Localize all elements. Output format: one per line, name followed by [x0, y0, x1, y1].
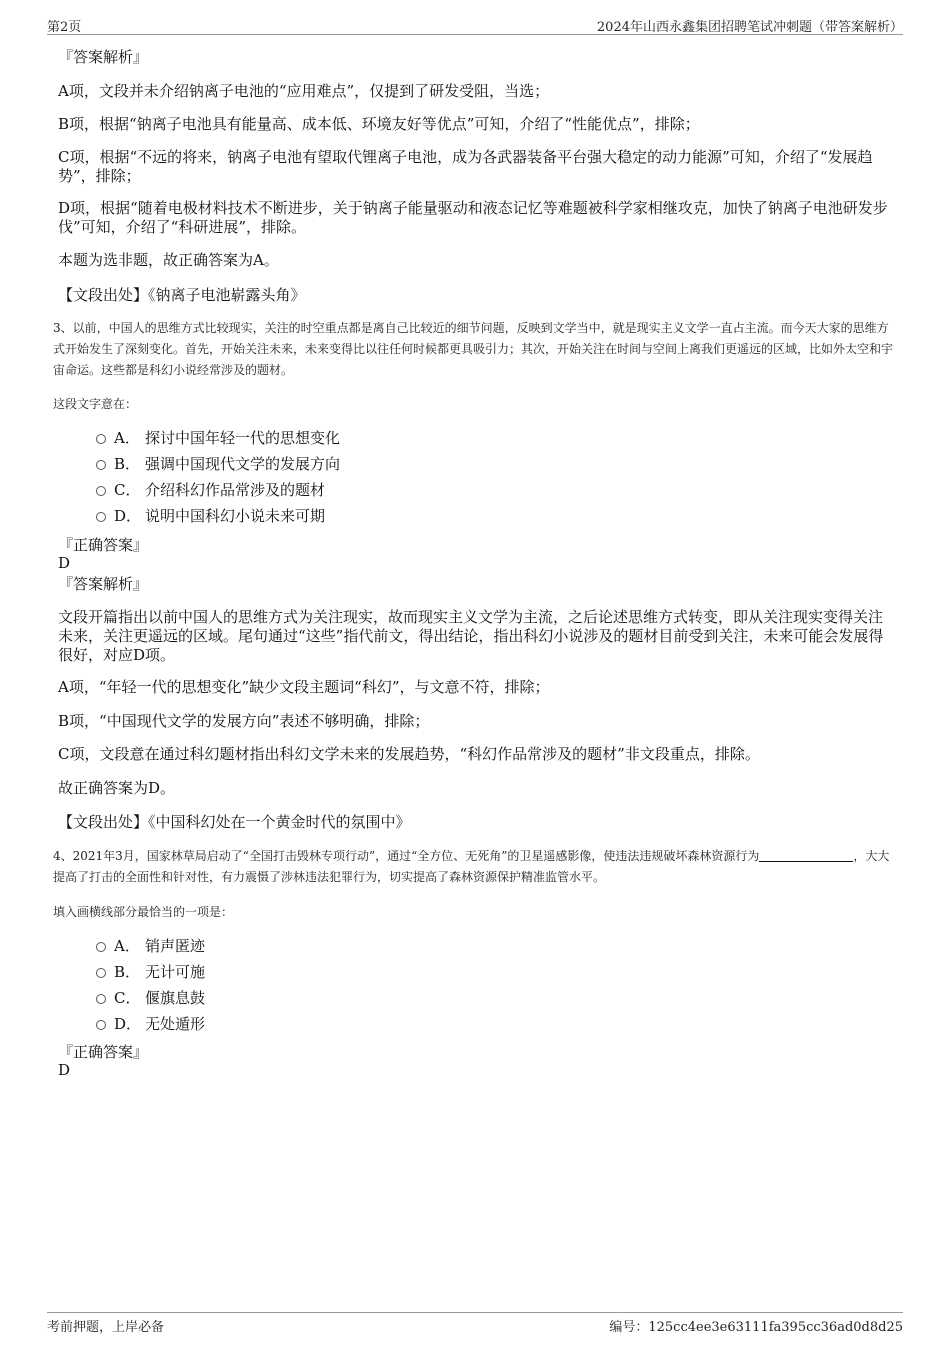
- question-3-prompt: 这段文字意在：: [53, 397, 138, 411]
- radio-icon[interactable]: [96, 968, 106, 978]
- source-citation: 【文段出处】《钠离子电池崭露头角》: [58, 286, 306, 304]
- document-id: 编号：125cc4ee3e63111fa395cc36ad0d8d25: [609, 1320, 903, 1335]
- question-4-prompt: 填入画横线部分最恰当的一项是：: [53, 905, 234, 919]
- page-number: 第2页: [47, 20, 82, 35]
- option-d[interactable]: D． 说明中国科幻小说未来可期: [96, 507, 325, 526]
- analysis-heading: 『答案解析』: [58, 48, 149, 66]
- source-citation: 【文段出处】《中国科幻处在一个黄金时代的氛围中》: [58, 813, 411, 831]
- analysis-heading: 『答案解析』: [58, 575, 149, 593]
- page-footer: [47, 1312, 903, 1333]
- radio-icon[interactable]: [96, 942, 106, 952]
- question-4-text: 4、2021年3月，国家林草局启动了“全国打击毁林专项行动”，通过“全方位、无死角”的卫星遥感影像，使违法违规破坏森林资源行为 ，大大提高了打击的全面性和针对性，有力震慑了涉林违法犯罪行为，切实提高了森林资源保护精准监管水平。: [53, 849, 890, 884]
- radio-icon[interactable]: [96, 434, 106, 444]
- correct-answer-heading: 『正确答案』: [58, 536, 149, 554]
- option-c[interactable]: C． 介绍科幻作品常涉及的题材: [96, 481, 325, 500]
- analysis-conclusion: 故正确答案为D。: [58, 779, 176, 797]
- correct-answer: D: [58, 554, 71, 572]
- radio-icon[interactable]: [96, 994, 106, 1004]
- radio-icon[interactable]: [96, 512, 106, 522]
- option-d[interactable]: D． 无处遁形: [96, 1015, 205, 1034]
- page-header: [47, 16, 903, 35]
- radio-icon[interactable]: [96, 486, 106, 496]
- option-a[interactable]: A． 销声匿迹: [96, 937, 205, 956]
- radio-icon[interactable]: [96, 1020, 106, 1030]
- correct-answer: D: [58, 1061, 71, 1079]
- analysis-body: 文段开篇指出以前中国人的思维方式为关注现实，故而现实主义文学为主流，之后论述思维方式转变，即从关注现实变得关注未来，关注更遥远的区域。尾句通过“这些”指代前文，得出结论，指出科幻小说涉及的题材目前受到关注，未来可能会发展得很好，对应D项。: [58, 608, 884, 664]
- analysis-conclusion: 本题为选非题，故正确答案为A。: [58, 251, 279, 269]
- analysis-option-b: B项，根据“钠离子电池具有能量高、成本低、环境友好等优点”可知，介绍了“性能优点”，排除；: [58, 115, 700, 133]
- fill-blank: [759, 849, 853, 862]
- analysis-option-c: C项，根据“不远的将来，钠离子电池有望取代锂离子电池，成为各武器装备平台强大稳定的动力能源”可知，介绍了“发展趋势”，排除；: [58, 148, 873, 185]
- document-title: 2024年山西永鑫集团招聘笔试冲刺题（带答案解析）: [596, 20, 903, 35]
- analysis-option-b: B项，“中国现代文学的发展方向”表述不够明确，排除；: [58, 712, 430, 730]
- analysis-option-a: A项，文段并未介绍钠离子电池的“应用难点”，仅提到了研发受阻，当选；: [58, 82, 550, 100]
- analysis-option-d: D项，根据“随着电极材料技术不断进步，关于钠离子能量驱动和液态记忆等难题被科学家相继攻克，加快了钠离子电池研发步伐”可知，介绍了“科研进展”，排除。: [58, 199, 888, 236]
- analysis-option-c: C项，文段意在通过科幻题材指出科幻文学未来的发展趋势，“科幻作品常涉及的题材”非文段重点，排除。: [58, 745, 760, 763]
- option-a[interactable]: A． 探讨中国年轻一代的思想变化: [96, 429, 340, 448]
- option-b[interactable]: B． 无计可施: [96, 963, 205, 982]
- footer-slogan: 考前押题，上岸必备: [47, 1320, 165, 1335]
- question-3-text: 3、以前，中国人的思维方式比较现实，关注的时空重点都是离自己比较近的细节问题，反映到文学当中，就是现实主义文学一直占主流。而今天大家的思维方式开始发生了深刻变化。首先，开始关注未来，未来变得比以往任何时候都更具吸引力；其次，开始关注在时间与空间上离我们更遥远的区域，比如外太空和宇宙命运。这些都是科幻小说经常涉及的题材。: [53, 321, 894, 377]
- option-c[interactable]: C． 偃旗息鼓: [96, 989, 205, 1008]
- option-b[interactable]: B． 强调中国现代文学的发展方向: [96, 455, 340, 474]
- analysis-option-a: A项，“年轻一代的思想变化”缺少文段主题词“科幻”，与文意不符，排除；: [58, 678, 550, 696]
- correct-answer-heading: 『正确答案』: [58, 1043, 149, 1061]
- radio-icon[interactable]: [96, 460, 106, 470]
